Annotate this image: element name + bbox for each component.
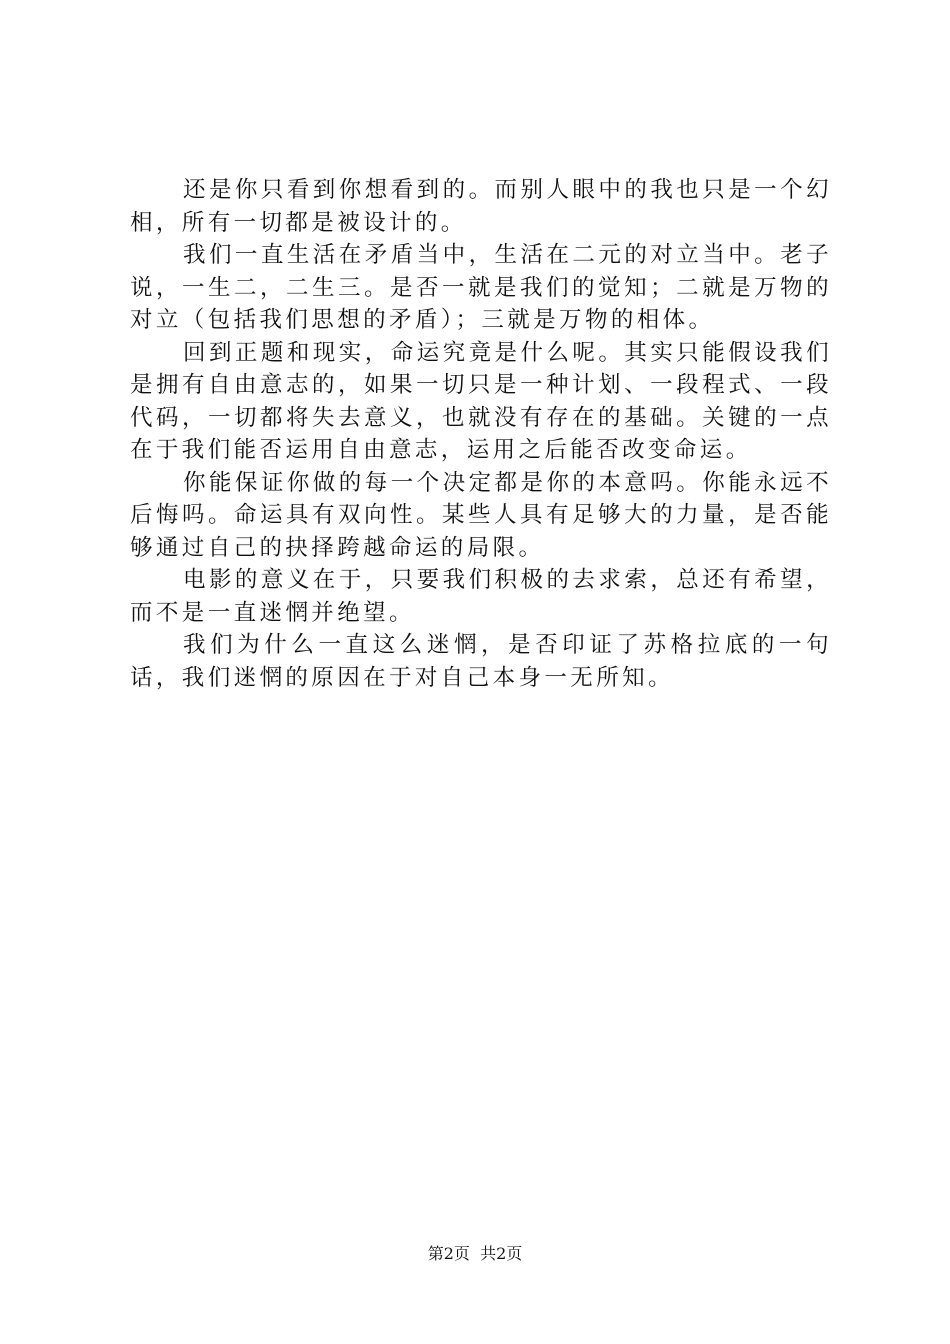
page-number: 第2页 共2页 [427, 1244, 523, 1263]
paragraph: 你能保证你做的每一个决定都是你的本意吗。你能永远不后悔吗。命运具有双向性。某些人具有足够大的力量，是否能够通过自己的抉择跨越命运的局限。 [130, 469, 832, 561]
paragraph: 电影的意义在于，只要我们积极的去求索，总还有希望，而不是一直迷惘并绝望。 [130, 567, 832, 626]
paragraph: 还是你只看到你想看到的。而别人眼中的我也只是一个幻相，所有一切都是被设计的。 [130, 177, 832, 236]
paragraph: 我们为什么一直这么迷惘，是否印证了苏格拉底的一句话，我们迷惘的原因在于对自己本身一无所知。 [130, 632, 832, 691]
paragraph: 我们一直生活在矛盾当中，生活在二元的对立当中。老子说，一生二，二生三。是否一就是我们的觉知；二就是万物的对立（包括我们思想的矛盾）；三就是万物的相体。 [130, 242, 832, 333]
document-body [130, 174, 832, 694]
paragraph: 回到正题和现实，命运究竟是什么呢。其实只能假设我们是拥有自由意志的，如果一切只是一种计划、一段程式、一段代码，一切都将失去意义，也就没有存在的基础。关键的一点在于我们能否运用自由意志，运用之后能否改变命运。 [130, 339, 832, 463]
page-footer [0, 1244, 950, 1264]
